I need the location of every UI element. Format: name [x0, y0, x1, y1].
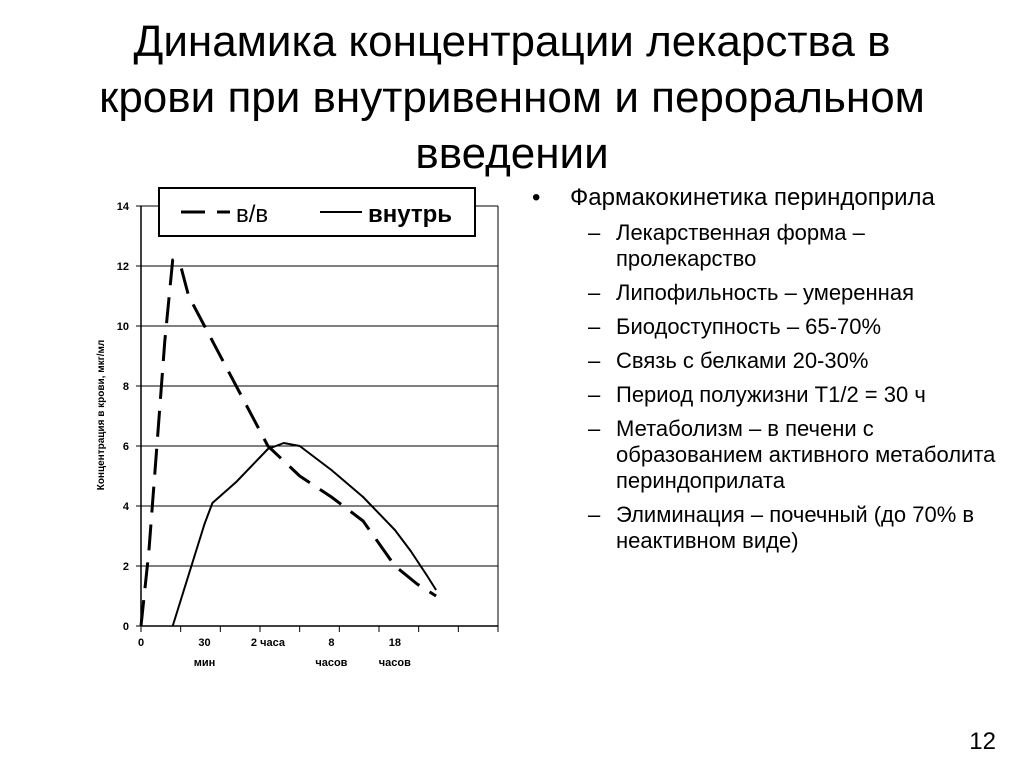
dash-icon: – — [588, 502, 601, 527]
sub-bullet-text: Липофильность – умеренная — [616, 280, 914, 305]
sub-bullet-item — [530, 220, 1000, 272]
dash-icon: – — [588, 416, 601, 441]
x-tick-label: 8 — [328, 637, 335, 649]
x-tick-label: 0 — [137, 637, 145, 649]
legend-entry-iv: в/в — [236, 201, 269, 228]
dash-icon: – — [588, 348, 601, 373]
sub-bullet-text: Период полужизни Т1/2 = 30 ч — [616, 382, 926, 407]
sub-bullet-text: Связь с белками 20-30% — [616, 348, 869, 373]
sub-bullet-item — [530, 348, 1000, 374]
dash-icon: – — [588, 382, 601, 407]
sub-bullet-list — [530, 220, 1000, 554]
dash-icon: – — [588, 314, 601, 339]
sub-bullet-item — [530, 314, 1000, 340]
y-tick-label: 10 — [116, 321, 129, 333]
sub-bullet-text: Элиминация – почечный (до 70% в неактивном виде) — [616, 502, 975, 553]
x-tick-label: мин — [193, 657, 216, 669]
y-axis-label: Концентрация в крови, мкг/мл — [96, 339, 107, 491]
x-tick-label: часов — [315, 657, 348, 669]
chart — [0, 0, 520, 690]
sub-bullet-text: Биодоступность – 65-70% — [616, 314, 881, 339]
y-tick-label: 4 — [122, 501, 129, 513]
sub-bullet-text: Метаболизм – в печени с образованием активного метаболита периндоприлата — [616, 416, 996, 493]
bullet-heading — [530, 184, 1000, 212]
y-tick-label: 14 — [116, 201, 129, 213]
x-tick-label: 2 часа — [250, 637, 285, 649]
bullet-list — [530, 184, 1000, 554]
legend — [159, 188, 475, 236]
sub-bullet-item — [530, 280, 1000, 306]
page-number: 12 — [969, 728, 996, 755]
title-line: крови при внутривенном и пероральном — [99, 73, 925, 122]
dash-icon: – — [588, 220, 601, 245]
y-tick-label: 6 — [122, 441, 129, 453]
title-line: Динамика концентрации лекарства в — [133, 17, 891, 66]
sub-bullet-item — [530, 416, 1000, 494]
y-tick-label: 2 — [122, 561, 129, 573]
bullet-heading-text: Фармакокинетика периндоприла — [570, 184, 935, 211]
legend-entry-oral: внутрь — [368, 201, 453, 228]
y-tick-label: 8 — [122, 381, 129, 393]
y-tick-label: 12 — [116, 261, 129, 273]
title-line: введении — [415, 129, 609, 178]
bullet-dot-icon: • — [532, 184, 541, 211]
series-line-oral — [173, 443, 436, 626]
x-tick-label: часов — [378, 657, 411, 669]
dash-icon: – — [588, 280, 601, 305]
x-tick-label: 18 — [388, 637, 401, 649]
sub-bullet-text: Лекарственная форма – пролекарство — [616, 220, 865, 271]
sub-bullet-item — [530, 502, 1000, 554]
x-tick-label: 30 — [198, 637, 211, 649]
y-tick-label: 0 — [122, 621, 129, 633]
sub-bullet-item — [530, 382, 1000, 408]
